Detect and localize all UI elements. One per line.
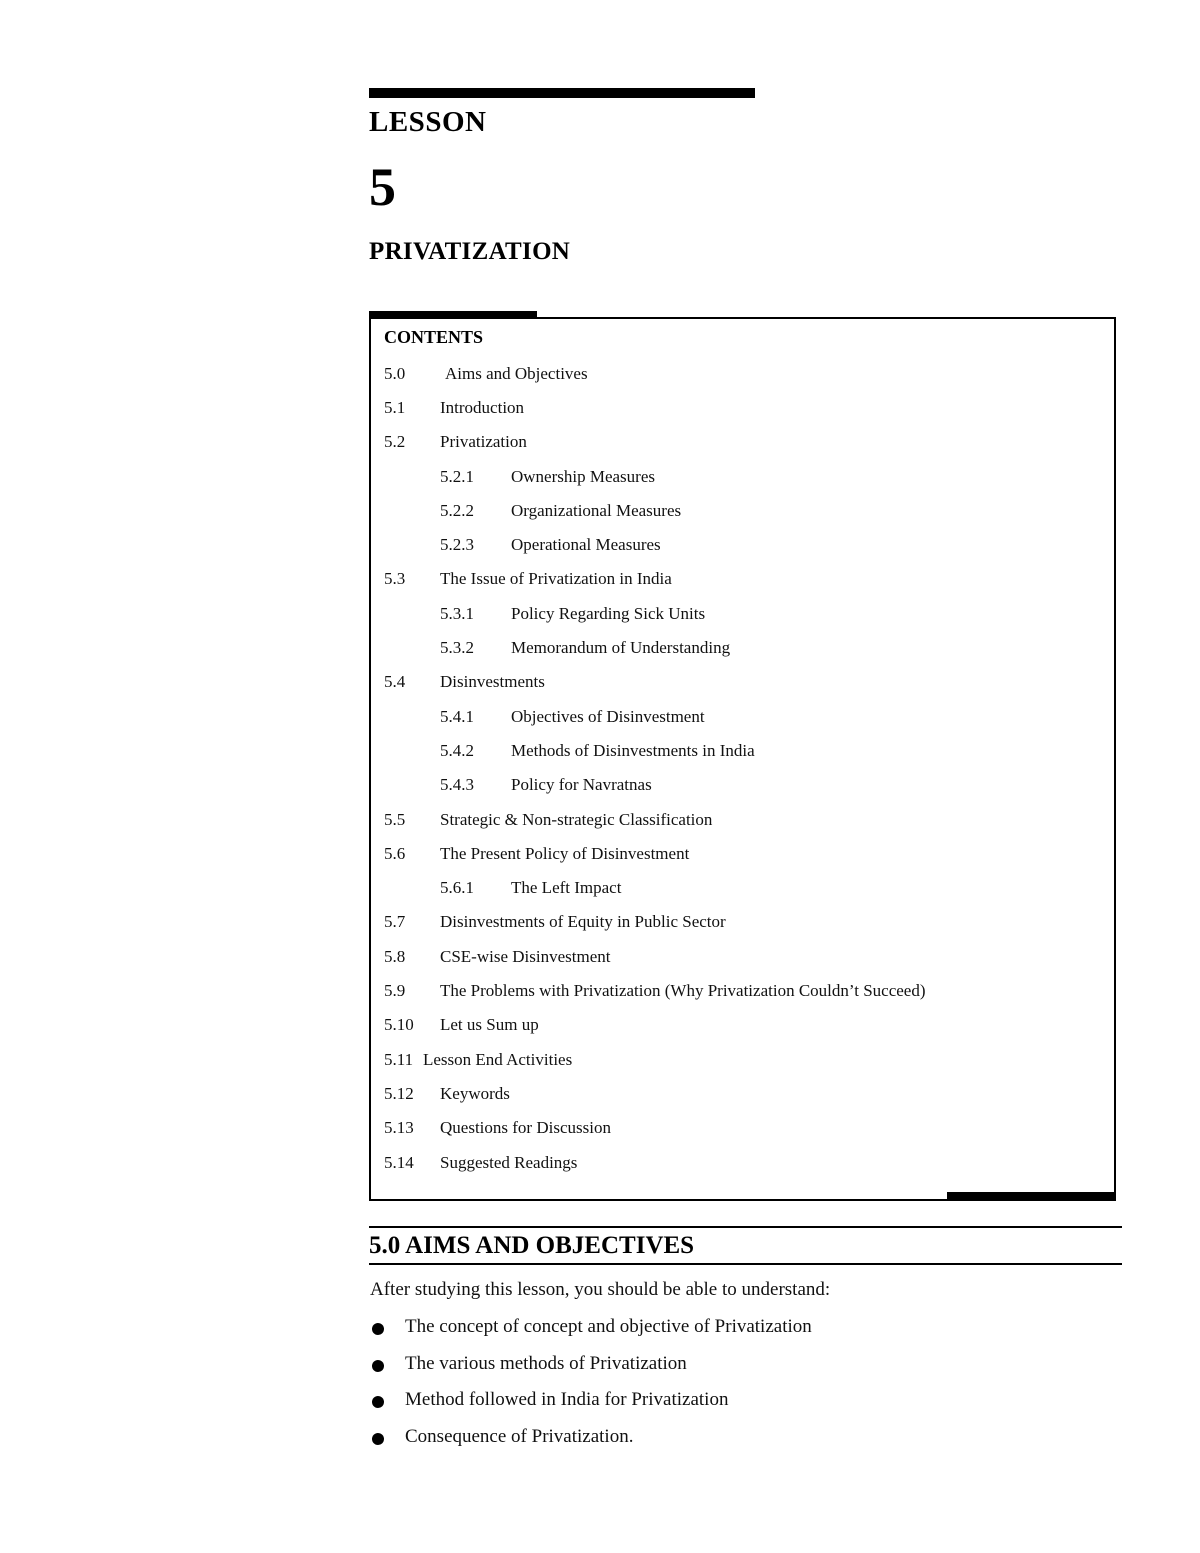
toc-title: Strategic & Non-strategic Classification — [440, 810, 713, 829]
toc-number: 5.1 — [384, 398, 406, 417]
toc-number: 5.0 — [384, 364, 406, 383]
toc-number: 5.8 — [384, 947, 406, 966]
toc-number: 5.3 — [384, 569, 406, 588]
toc-number: 5.14 — [384, 1153, 414, 1172]
toc-title: The Problems with Privatization (Why Privatization Couldn’t Succeed) — [440, 981, 926, 1000]
toc-title: Memorandum of Understanding — [511, 638, 731, 657]
toc-number: 5.13 — [384, 1118, 414, 1137]
toc-title: The Left Impact — [511, 878, 622, 897]
toc-number: 5.3.2 — [440, 638, 474, 657]
toc-title: Objectives of Disinvestment — [511, 707, 705, 726]
toc-number: 5.6.1 — [440, 878, 474, 897]
toc-number: 5.9 — [384, 981, 406, 1000]
toc-number: 5.5 — [384, 810, 406, 829]
toc-number: 5.3.1 — [440, 604, 474, 623]
toc-title: Policy Regarding Sick Units — [511, 604, 706, 623]
toc-title: Privatization — [440, 432, 527, 451]
toc-number: 5.4.2 — [440, 741, 474, 760]
bullet-icon — [372, 1396, 384, 1408]
toc-title: The Issue of Privatization in India — [440, 569, 672, 588]
objective-text: Method followed in India for Privatization — [405, 1389, 729, 1410]
toc-title: Keywords — [440, 1084, 510, 1103]
toc-number: 5.11 — [384, 1050, 414, 1069]
toc-number: 5.2 — [384, 432, 406, 451]
lesson-label: LESSON — [369, 106, 487, 138]
section-rule-bottom — [369, 1263, 1122, 1265]
bullet-icon — [372, 1433, 384, 1445]
toc-number: 5.2.2 — [440, 501, 474, 520]
objective-text: Consequence of Privatization. — [405, 1426, 634, 1447]
lesson-number: 5 — [369, 157, 396, 217]
lesson-title: PRIVATIZATION — [369, 238, 571, 265]
section-heading: 5.0 AIMS AND OBJECTIVES — [369, 1232, 695, 1259]
toc-title: Let us Sum up — [440, 1015, 539, 1034]
toc-number: 5.4.3 — [440, 775, 474, 794]
section-rule-top — [369, 1226, 1122, 1228]
toc-title: CSE-wise Disinvestment — [440, 947, 611, 966]
toc-number: 5.4 — [384, 672, 406, 691]
toc-title: Methods of Disinvestments in India — [511, 741, 755, 760]
bullet-icon — [372, 1360, 384, 1372]
contents-box-bottom-tab — [947, 1192, 1116, 1201]
toc-title: Disinvestments — [440, 672, 545, 691]
toc-number: 5.2.1 — [440, 467, 474, 486]
bullet-icon — [372, 1323, 384, 1335]
contents-heading: CONTENTS — [384, 327, 484, 347]
toc-title: Operational Measures — [511, 535, 661, 554]
toc-title: Ownership Measures — [511, 467, 655, 486]
top-rule — [369, 88, 755, 98]
objective-text: The concept of concept and objective of Privatization — [405, 1316, 812, 1337]
toc-number: 5.7 — [384, 912, 406, 931]
toc-title: Questions for Discussion — [440, 1118, 611, 1137]
toc-title: Policy for Navratnas — [511, 775, 652, 794]
toc-number: 5.10 — [384, 1015, 414, 1034]
toc-title: Disinvestments of Equity in Public Sector — [440, 912, 726, 931]
toc-number: 5.12 — [384, 1084, 414, 1103]
section-intro: After studying this lesson, you should be able to understand: — [370, 1279, 831, 1300]
objective-text: The various methods of Privatization — [405, 1353, 687, 1374]
toc-number: 5.6 — [384, 844, 406, 863]
toc-number: 5.4.1 — [440, 707, 474, 726]
toc-title: Lesson End Activities — [423, 1050, 573, 1069]
toc-title: The Present Policy of Disinvestment — [440, 844, 690, 863]
toc-title: Introduction — [440, 398, 525, 417]
toc-title: Organizational Measures — [511, 501, 682, 520]
toc-title: Aims and Objectives — [445, 364, 588, 383]
toc-number: 5.2.3 — [440, 535, 474, 554]
toc-title: Suggested Readings — [440, 1153, 578, 1172]
